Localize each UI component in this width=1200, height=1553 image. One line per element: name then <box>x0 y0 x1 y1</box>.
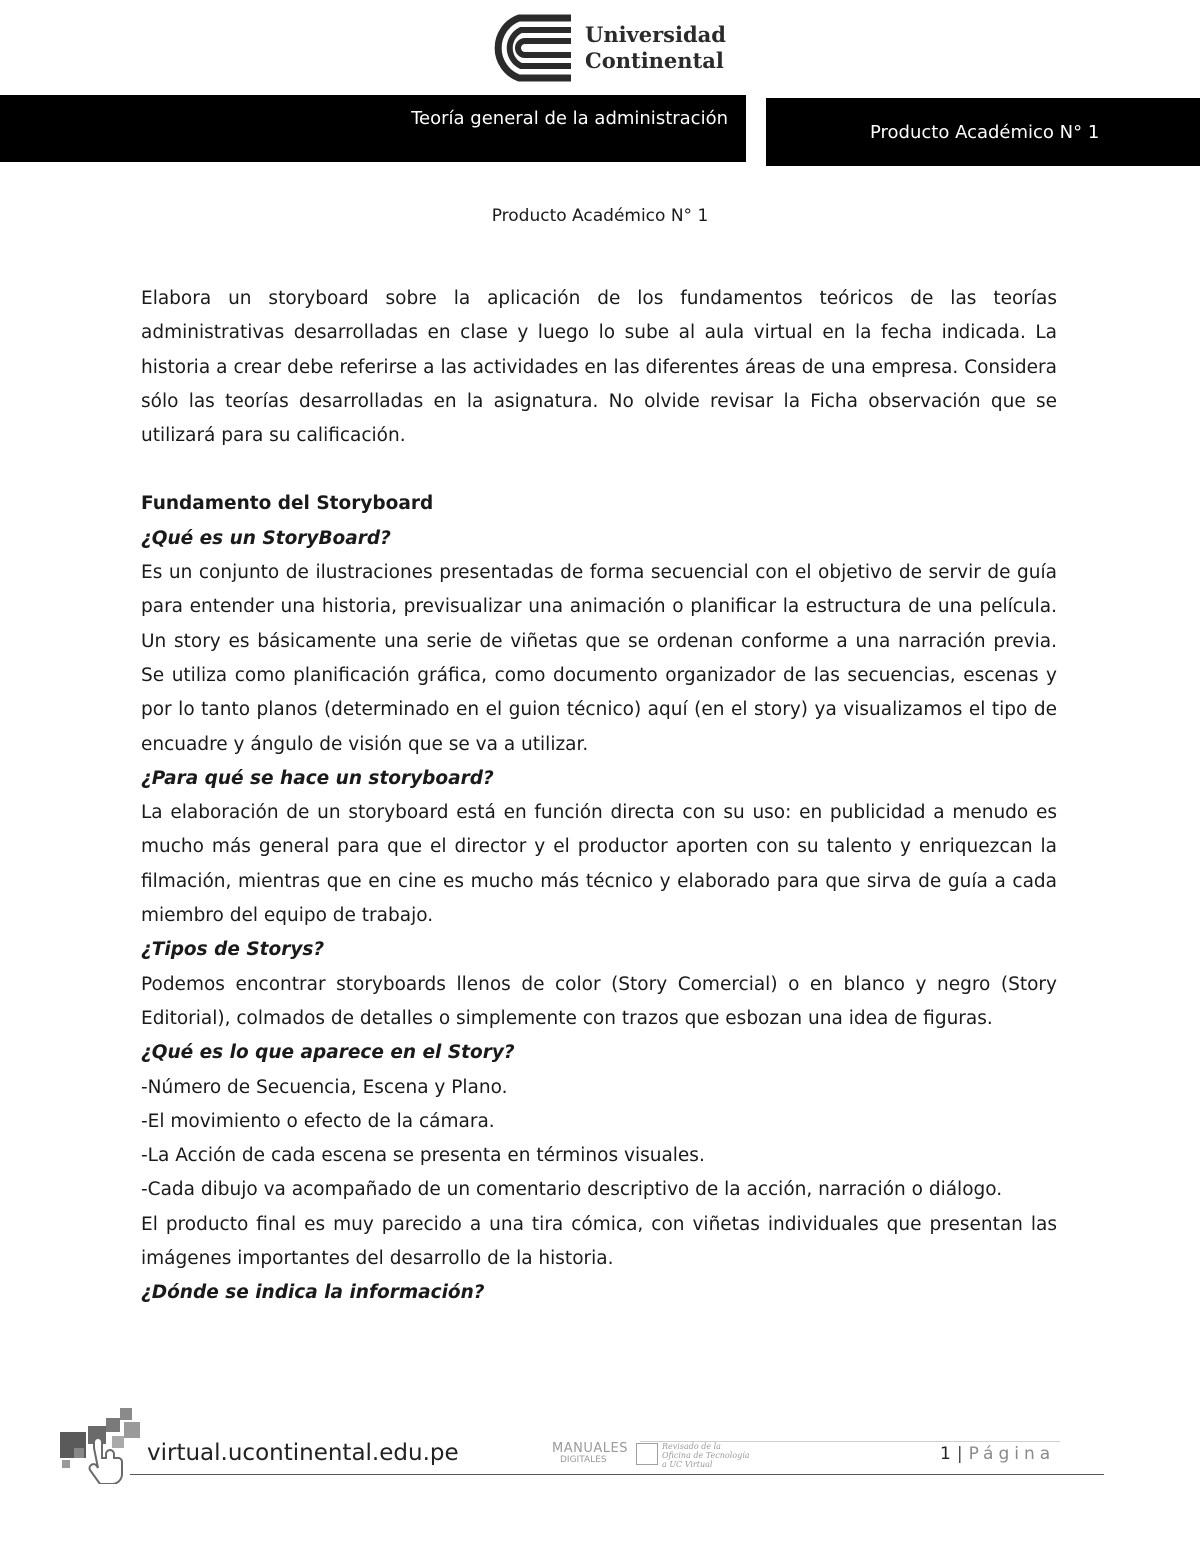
manuales-digitales-logo <box>552 1441 752 1473</box>
logo-line-1: Universidad <box>585 22 726 47</box>
answer-purpose: La elaboración de un storyboard está en función directa con su uso: en publicidad a menudo es mucho más general para que el director y el productor aporten con su talento y enriquezcan la filmación, mientras que en cine es mucho más técnico y elaborado para que sirva de guía a cada miembro del equipo de trabajo. <box>141 802 1057 927</box>
page-number: 1 <box>940 1444 951 1464</box>
question-types: ¿Tipos de Storys? <box>141 939 325 961</box>
list-item: -La Acción de cada escena se presenta en términos visuales. <box>141 1145 705 1167</box>
list-item: -El movimiento o efecto de la cámara. <box>141 1110 495 1132</box>
footer-url-link[interactable]: virtual.ucontinental.edu.pe <box>147 1440 459 1466</box>
answer-what-is: Es un conjunto de ilustraciones presentadas de forma secuencial con el objetivo de servir de guía para entender una historia, previsualizar una animación o planificar la estructura de una película. Un story es básicamente una serie de viñetas que se ordenan conforme a una narración previa. Se utiliza como planificación gráfica, como documento organizador de las secuencias, escenas y por lo tanto planos (determinado en el guion técnico) aquí (en el story) ya visualizamos el tipo de encuadre y ángulo de visión que se va a utilizar. <box>141 562 1057 755</box>
page-indicator <box>940 1444 1055 1464</box>
document-title: Producto Académico N° 1 <box>491 206 709 226</box>
virtual-hand-icon <box>58 1408 142 1484</box>
question-purpose: ¿Para qué se hace un storyboard? <box>141 767 494 789</box>
manuales-title: MANUALES <box>552 1441 628 1456</box>
logo-mark-icon <box>481 14 577 82</box>
intro-paragraph: Elabora un storyboard sobre la aplicación de los fundamentos teóricos de las teorías administrativas desarrolladas en clase y luego lo sube al aula virtual en la fecha indicada. La historia a crear debe referirse a las actividades en las diferentes áreas de una empresa. Considera sólo las teorías desarrolladas en la asignatura. No olvide revisar la Ficha observación que se utilizará para su calificación. <box>141 288 1057 447</box>
footer-divider <box>130 1474 1104 1475</box>
section-title: Fundamento del Storyboard <box>141 493 434 515</box>
question-what-is: ¿Qué es un StoryBoard? <box>141 527 391 549</box>
course-name: Teoría general de la administración <box>411 108 728 129</box>
document-body <box>141 282 1057 1311</box>
answer-contents: El producto final es muy parecido a una tira cómica, con viñetas individuales que presentan las imágenes importantes del desarrollo de la historia. <box>141 1213 1057 1270</box>
university-logo <box>481 14 726 82</box>
product-header-bar <box>766 98 1200 166</box>
page-label: Página <box>968 1444 1056 1464</box>
page-separator: | <box>956 1444 963 1464</box>
course-header-bar <box>0 95 746 162</box>
product-name: Producto Académico N° 1 <box>870 122 1100 143</box>
pencil-icon <box>636 1443 658 1465</box>
paragraph-spacer <box>141 453 1057 487</box>
manuales-subtitle: DIGITALES <box>560 1455 607 1465</box>
question-where: ¿Dónde se indica la información? <box>141 1282 485 1304</box>
question-contents: ¿Qué es lo que aparece en el Story? <box>141 1042 515 1064</box>
logo-wordmark <box>585 22 726 74</box>
list-item: -Número de Secuencia, Escena y Plano. <box>141 1076 508 1098</box>
manuales-description: Revisado de la Oficina de Tecnología a UC Virtual <box>662 1442 750 1469</box>
answer-types: Podemos encontrar storyboards llenos de color (Story Comercial) o en blanco y negro (Story Editorial), colmados de detalles o simplemente con trazos que esbozan una idea de figuras. <box>141 973 1057 1029</box>
logo-line-2: Continental <box>585 48 724 73</box>
list-item: -Cada dibujo va acompañado de un comentario descriptivo de la acción, narración o diálogo. <box>141 1179 1003 1201</box>
